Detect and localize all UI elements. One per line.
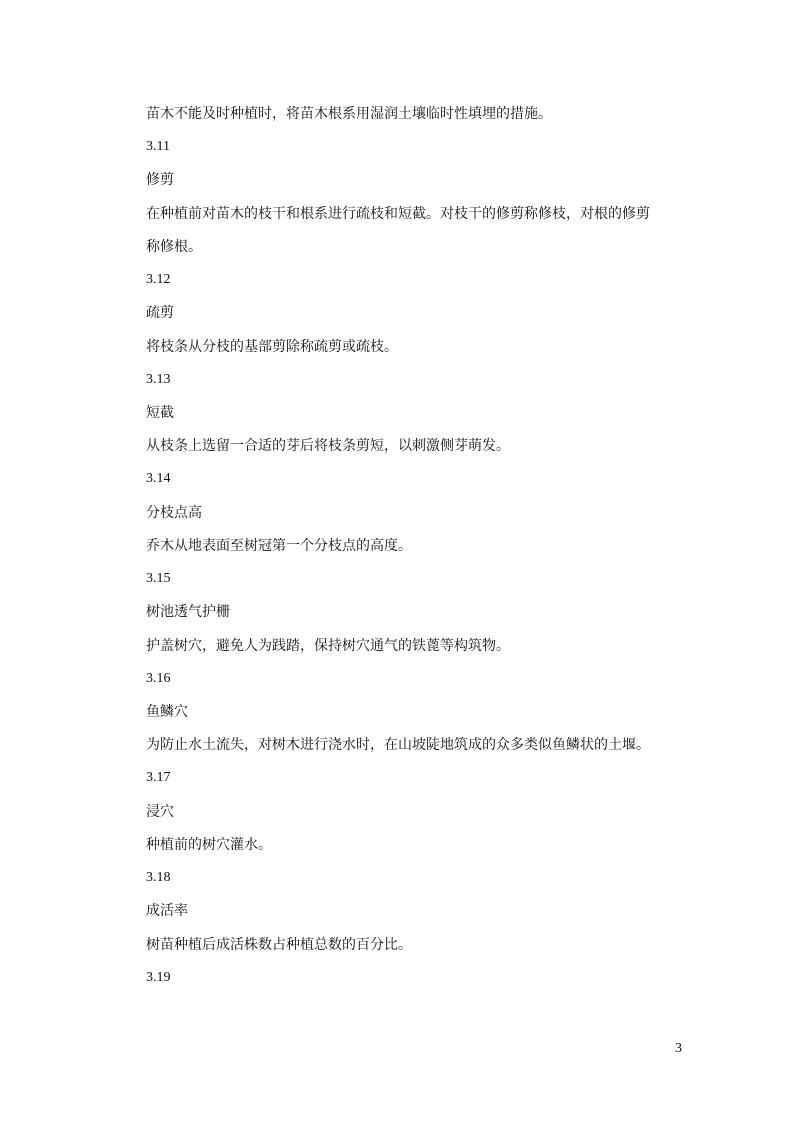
term-fish-scale-pit: 鱼鳞穴 bbox=[146, 704, 188, 720]
clause-number-3-19: 3.19 bbox=[146, 970, 171, 985]
clause-number-3-14: 3.14 bbox=[146, 471, 171, 486]
clause-number-3-18: 3.18 bbox=[146, 870, 171, 885]
clause-number-3-15: 3.15 bbox=[146, 571, 171, 586]
definition-fish-scale-pit: 为防止水土流失，对树木进行浇水时，在山坡陡地筑成的众多类似鱼鳞状的土堰。 bbox=[146, 737, 650, 753]
paragraph-heeling-in-definition: 苗木不能及时种植时，将苗木根系用湿润土壤临时性填埋的措施。 bbox=[146, 106, 552, 122]
term-branching-height: 分枝点高 bbox=[146, 505, 202, 521]
definition-tree-grate: 护盖树穴，避免人为践踏，保持树穴通气的铁蓖等构筑物。 bbox=[146, 638, 510, 654]
definition-pit-soaking: 种植前的树穴灌水。 bbox=[146, 837, 272, 853]
term-heading-back: 短截 bbox=[146, 405, 174, 421]
clause-number-3-17: 3.17 bbox=[146, 770, 171, 785]
term-survival-rate: 成活率 bbox=[146, 903, 188, 919]
term-tree-grate: 树池透气护栅 bbox=[146, 604, 230, 620]
term-thinning-cut: 疏剪 bbox=[146, 305, 174, 321]
clause-number-3-13: 3.13 bbox=[146, 372, 171, 387]
page-number: 3 bbox=[675, 1041, 682, 1056]
definition-heading-back: 从枝条上选留一合适的芽后将枝条剪短，以刺激侧芽萌发。 bbox=[146, 438, 510, 454]
clause-number-3-11: 3.11 bbox=[146, 139, 170, 154]
definition-pruning-line-2: 称修根。 bbox=[146, 239, 202, 255]
definition-thinning-cut: 将枝条从分枝的基部剪除称疏剪或疏枝。 bbox=[146, 339, 398, 355]
term-pruning: 修剪 bbox=[146, 172, 174, 188]
term-pit-soaking: 浸穴 bbox=[146, 804, 174, 820]
clause-number-3-16: 3.16 bbox=[146, 671, 171, 686]
definition-survival-rate: 树苗种植后成活株数占种植总数的百分比。 bbox=[146, 937, 412, 953]
clause-number-3-12: 3.12 bbox=[146, 272, 171, 287]
definition-branching-height: 乔木从地表面至树冠第一个分枝点的高度。 bbox=[146, 538, 412, 554]
definition-pruning-line-1: 在种植前对苗木的枝干和根系进行疏枝和短截。对枝干的修剪称修枝，对根的修剪 bbox=[146, 206, 650, 222]
